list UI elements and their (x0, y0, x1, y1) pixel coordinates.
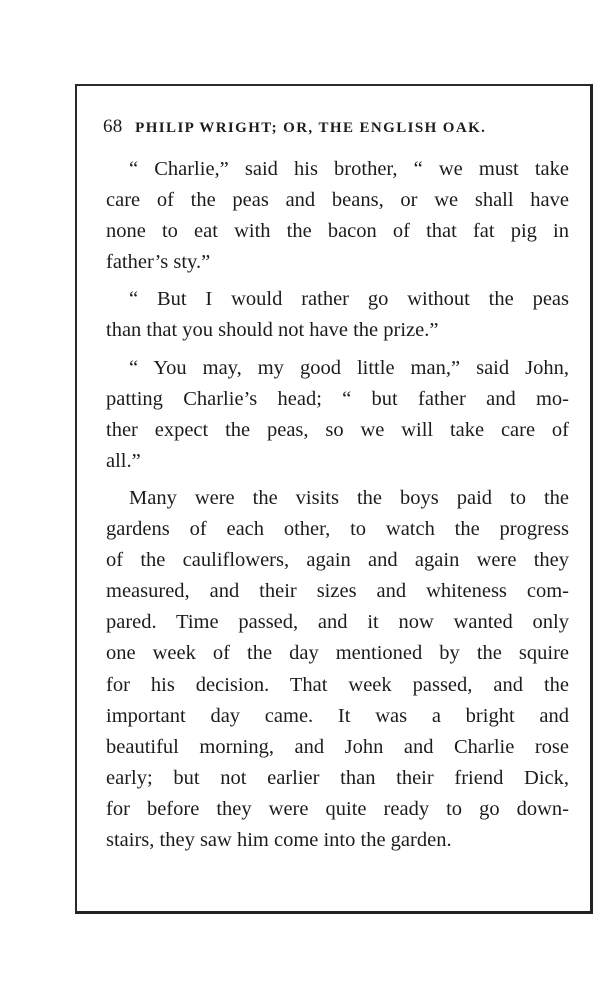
text-line: Many were the visits the boys paid to the (129, 486, 569, 509)
text-line: early; but not earlier than their friend Dick, (106, 766, 569, 789)
running-head-title: PHILIP WRIGHT; OR, THE ENGLISH OAK. (135, 120, 487, 136)
text-line: “ You may, my good little man,” said John, (129, 356, 569, 379)
paragraph (106, 154, 569, 278)
text-line: stairs, they saw him come into the garden. (106, 828, 452, 851)
text-line: ther expect the peas, so we will take care of (106, 418, 569, 441)
paragraph (106, 284, 569, 346)
text-line: pared. Time passed, and it now wanted only (106, 611, 569, 634)
paragraph (106, 483, 569, 856)
text-line: for before they were quite ready to go down- (106, 797, 569, 820)
running-head (103, 116, 573, 138)
text-line: care of the peas and beans, or we shall have (106, 189, 569, 212)
text-line: gardens of each other, to watch the progress (106, 518, 569, 541)
text-line: patting Charlie’s head; “ but father and mo- (106, 387, 569, 410)
text-line: beautiful morning, and John and Charlie rose (106, 735, 569, 758)
text-line: for his decision. That week passed, and the (106, 673, 569, 696)
text-line: “ But I would rather go without the peas (129, 288, 569, 311)
text-line: than that you should not have the prize.” (106, 319, 439, 342)
text-line: all.” (106, 449, 141, 472)
text-line: important day came. It was a bright and (106, 704, 569, 727)
text-line: one week of the day mentioned by the squire (106, 642, 569, 665)
page-number: 68 (103, 116, 123, 137)
paragraph (106, 353, 569, 477)
text-line: “ Charlie,” said his brother, “ we must take (129, 158, 569, 180)
body-text (106, 154, 569, 856)
text-line: measured, and their sizes and whiteness com- (106, 580, 569, 603)
text-line: father’s sty.” (106, 251, 211, 274)
text-line: of the cauliflowers, again and again were they (106, 549, 569, 572)
text-line: none to eat with the bacon of that fat pig in (106, 220, 569, 243)
